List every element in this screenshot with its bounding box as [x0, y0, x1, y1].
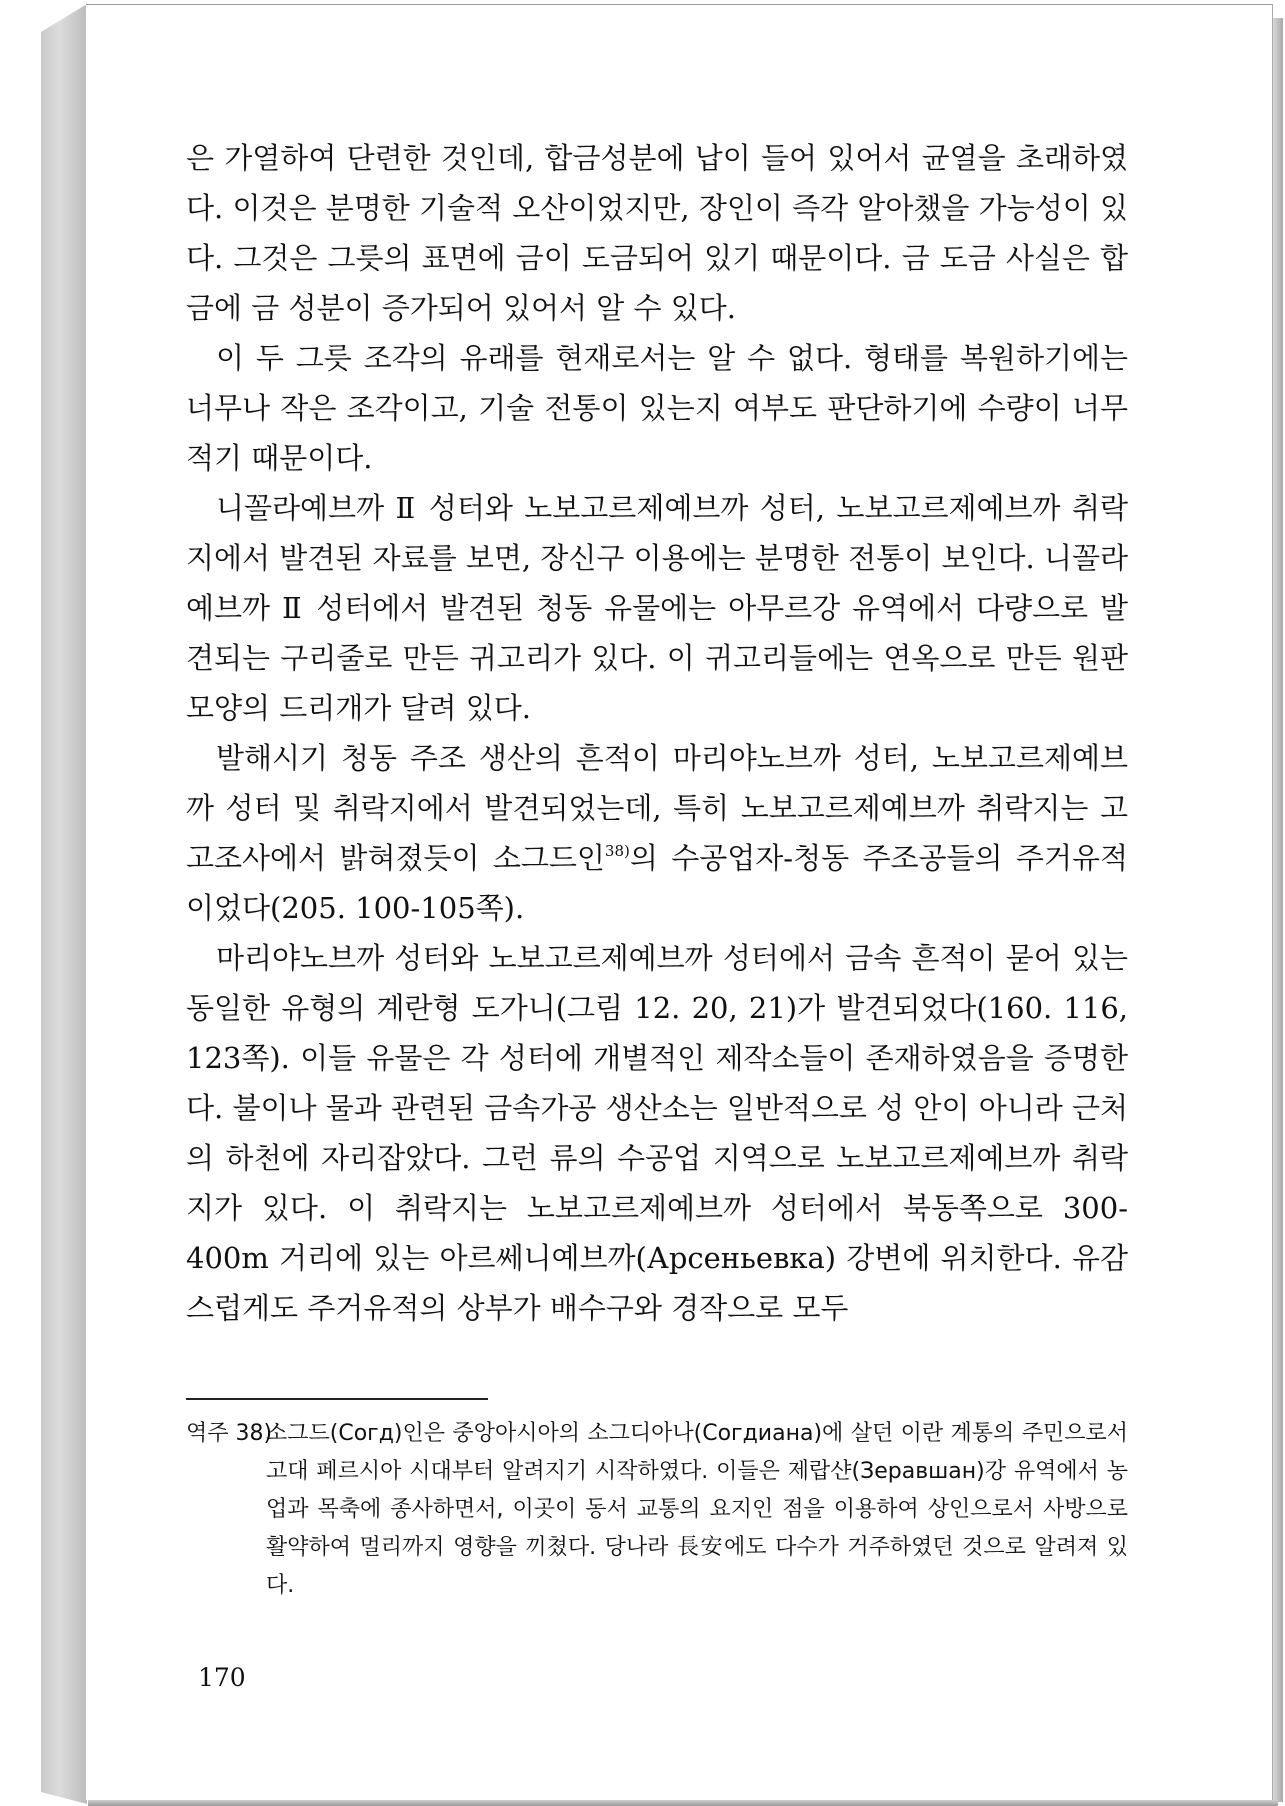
paragraph-2: 이 두 그릇 조각의 유래를 현재로서는 알 수 없다. 형태를 복원하기에는 너무나 작은 조각이고, 기술 전통이 있는지 여부도 판단하기에 수량이 너무 적기 때문이다. — [186, 341, 1128, 475]
footnote-label: 역주 38) — [186, 1421, 273, 1446]
book-right-shadow — [1273, 18, 1283, 1802]
paragraph-3: 니꼴라예브까 Ⅱ 성터와 노보고르제예브까 성터, 노보고르제예브까 취락지에서 발견된 자료를 보면, 장신구 이용에는 분명한 전통이 보인다. 니꼴라예브까 Ⅱ 성터에서 발견된 청동 유물에는 아무르강 유역에서 다량으로 발견되는 구리줄로 만든 귀고리가 있다. 이 귀고리들에는 연옥으로 만든 원판 모양의 드리개가 달려 있다. — [186, 491, 1128, 725]
paragraph-4-text-after: 의 수공업자-청동 주조공들의 주거유적이었다(205. 100-105쪽). — [186, 841, 1128, 925]
paragraph-1: 은 가열하여 단련한 것인데, 합금성분에 납이 들어 있어서 균열을 초래하였다. 이것은 분명한 기술적 오산이었지만, 장인이 즉각 알아챘을 가능성이 있다. 그것은 그릇의 표면에 금이 도금되어 있기 때문이다. 금 도금 사실은 합금에 금 성분이 증가되어 있어서 알 수 있다. — [186, 141, 1128, 325]
book-bottom-shadow — [88, 1800, 1278, 1806]
footnote — [186, 1415, 1128, 1605]
footnote-reference[interactable]: 38) — [604, 842, 630, 860]
paragraph-4 — [186, 733, 1128, 933]
paragraph-5: 마리야노브까 성터와 노보고르제예브까 성터에서 금속 흔적이 묻어 있는 동일한 유형의 계란형 도가니(그림 12. 20, 21)가 발견되었다(160. 116, 123쪽). 이들 유물은 각 성터에 개별적인 제작소들이 존재하였음을 증명한다. 불이나 물과 관련된 금속가공 생산소는 일반적으로 성 안이 아니라 근처의 하천에 자리잡았다. 그런 류의 수공업 지역으로 노보고르제예브까 취락지가 있다. 이 취락지는 노보고르제예브까 성터에서 북동쪽으로 300-400m 거리에 있는 아르쎄니예브까(Арсеньевка) 강변에 위치한다. 유감스럽게도 주거유적의 상부가 배수구와 경작으로 모두 — [186, 941, 1128, 1325]
book-spine-edge — [41, 4, 87, 1804]
paragraph-4-text-before: 발해시기 청동 주조 생산의 흔적이 마리야노브까 성터, 노보고르제예브까 성터 및 취락지에서 발견되었는데, 특히 노보고르제예브까 취락지는 고고조사에서 밝혀졌듯이 소그드인 — [186, 741, 1128, 875]
page-number: 170 — [198, 1663, 246, 1692]
book-page — [86, 4, 1273, 1800]
footnote-divider — [186, 1398, 488, 1400]
footnote-text: 소그드(Согд)인은 중앙아시아의 소그디아나(Согдиана)에 살던 이란 계통의 주민으로서 고대 페르시아 시대부터 알려지기 시작하였다. 이들은 제랍샨(Зеравшан)강 유역에서 농업과 목축에 종사하면서, 이곳이 동서 교통의 요지인 점을 이용하여 상인으로서 사방으로 활약하여 멀리까지 영향을 끼쳤다. 당나라 長安에도 다수가 거주하였던 것으로 알려져 있다. — [266, 1421, 1128, 1598]
footnote-row — [186, 1415, 1128, 1605]
body-text — [186, 133, 1128, 1333]
